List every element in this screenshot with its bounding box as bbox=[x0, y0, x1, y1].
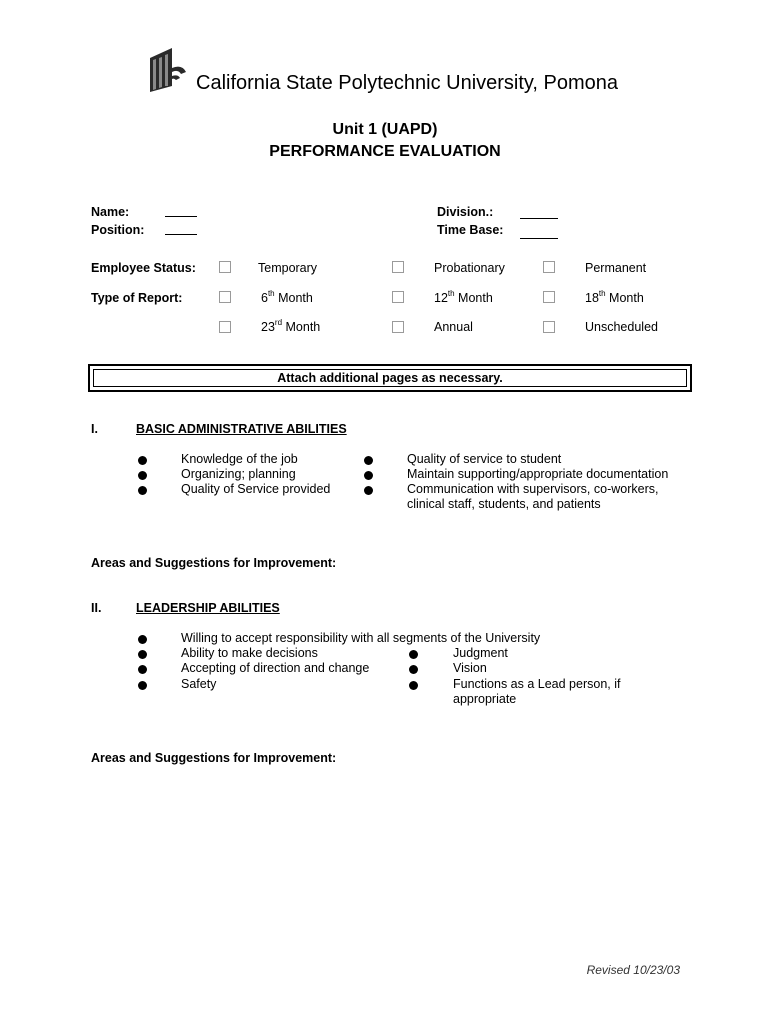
name-label: Name: bbox=[91, 205, 130, 219]
form-title: PERFORMANCE EVALUATION bbox=[269, 143, 501, 160]
list-item: Safety bbox=[181, 677, 217, 691]
section-1-number: I. bbox=[91, 422, 98, 436]
annual-label: Annual bbox=[434, 320, 473, 334]
list-item-continuation: clinical staff, students, and patients bbox=[407, 497, 601, 511]
section-2-title: LEADERSHIP ABILITIES bbox=[136, 601, 280, 615]
bullet-icon bbox=[138, 635, 147, 644]
permanent-option-label: Permanent bbox=[585, 261, 647, 275]
list-item: Knowledge of the job bbox=[181, 452, 298, 466]
section-1-title: BASIC ADMINISTRATIVE ABILITIES bbox=[136, 422, 347, 436]
division-field[interactable] bbox=[520, 206, 558, 219]
18th-month-checkbox[interactable] bbox=[543, 291, 555, 303]
position-field[interactable] bbox=[165, 222, 197, 235]
unscheduled-checkbox[interactable] bbox=[543, 321, 555, 333]
18th-month-label: 18th Month bbox=[585, 288, 644, 305]
bullet-icon bbox=[138, 471, 147, 480]
list-item: Maintain supporting/appropriate documentation bbox=[407, 467, 669, 481]
bullet-icon bbox=[138, 456, 147, 465]
temporary-checkbox[interactable] bbox=[219, 261, 231, 273]
23rd-month-label: 23rd Month bbox=[261, 317, 321, 334]
bullet-icon bbox=[364, 486, 373, 495]
form-unit-title: Unit 1 (UAPD) bbox=[332, 121, 438, 138]
list-item: Communication with supervisors, co-workers, bbox=[407, 482, 659, 496]
list-item: Accepting of direction and change bbox=[181, 661, 370, 675]
revision-date: Revised 10/23/03 bbox=[586, 963, 680, 977]
annual-checkbox[interactable] bbox=[392, 321, 404, 333]
bullet-icon bbox=[138, 486, 147, 495]
12th-month-label: 12th Month bbox=[434, 288, 493, 305]
list-item: Willing to accept responsibility with all segments of the University bbox=[181, 631, 541, 645]
employee-status-label: Employee Status: bbox=[91, 261, 196, 275]
list-item: Quality of Service provided bbox=[181, 482, 331, 496]
permanent-checkbox[interactable] bbox=[543, 261, 555, 273]
bullet-icon bbox=[138, 681, 147, 690]
bullet-icon bbox=[364, 456, 373, 465]
list-item: Quality of service to student bbox=[407, 452, 562, 466]
bullet-icon bbox=[409, 650, 418, 659]
list-item-continuation: appropriate bbox=[453, 692, 517, 706]
name-field[interactable] bbox=[165, 204, 197, 217]
bullet-icon bbox=[364, 471, 373, 480]
temporary-option-label: Temporary bbox=[258, 261, 318, 275]
cal-poly-pomona-logo-icon bbox=[150, 46, 186, 92]
bullet-icon bbox=[138, 665, 147, 674]
section-2-number: II. bbox=[91, 601, 102, 615]
bullet-icon bbox=[409, 681, 418, 690]
23rd-month-checkbox[interactable] bbox=[219, 321, 231, 333]
probationary-option-label: Probationary bbox=[434, 261, 505, 275]
bullet-icon bbox=[138, 650, 147, 659]
university-name: California State Polytechnic University, Pomona bbox=[196, 72, 619, 94]
probationary-checkbox[interactable] bbox=[392, 261, 404, 273]
6th-month-label: 6th Month bbox=[261, 288, 313, 305]
section-1-improvement-label: Areas and Suggestions for Improvement: bbox=[91, 556, 337, 570]
division-label: Division.: bbox=[437, 205, 494, 219]
list-item: Vision bbox=[453, 661, 487, 675]
12th-month-checkbox[interactable] bbox=[392, 291, 404, 303]
attach-notice-box bbox=[88, 364, 692, 392]
attach-notice-text: Attach additional pages as necessary. bbox=[93, 369, 687, 387]
list-item: Judgment bbox=[453, 646, 508, 660]
timebase-field[interactable] bbox=[520, 226, 558, 239]
list-item: Functions as a Lead person, if bbox=[453, 677, 621, 691]
position-label: Position: bbox=[91, 223, 145, 237]
list-item: Organizing; planning bbox=[181, 467, 296, 481]
timebase-label: Time Base: bbox=[437, 223, 504, 237]
6th-month-checkbox[interactable] bbox=[219, 291, 231, 303]
report-type-label: Type of Report: bbox=[91, 291, 183, 305]
list-item: Ability to make decisions bbox=[181, 646, 318, 660]
section-2-improvement-label: Areas and Suggestions for Improvement: bbox=[91, 751, 337, 765]
bullet-icon bbox=[409, 665, 418, 674]
unscheduled-label: Unscheduled bbox=[585, 320, 658, 334]
